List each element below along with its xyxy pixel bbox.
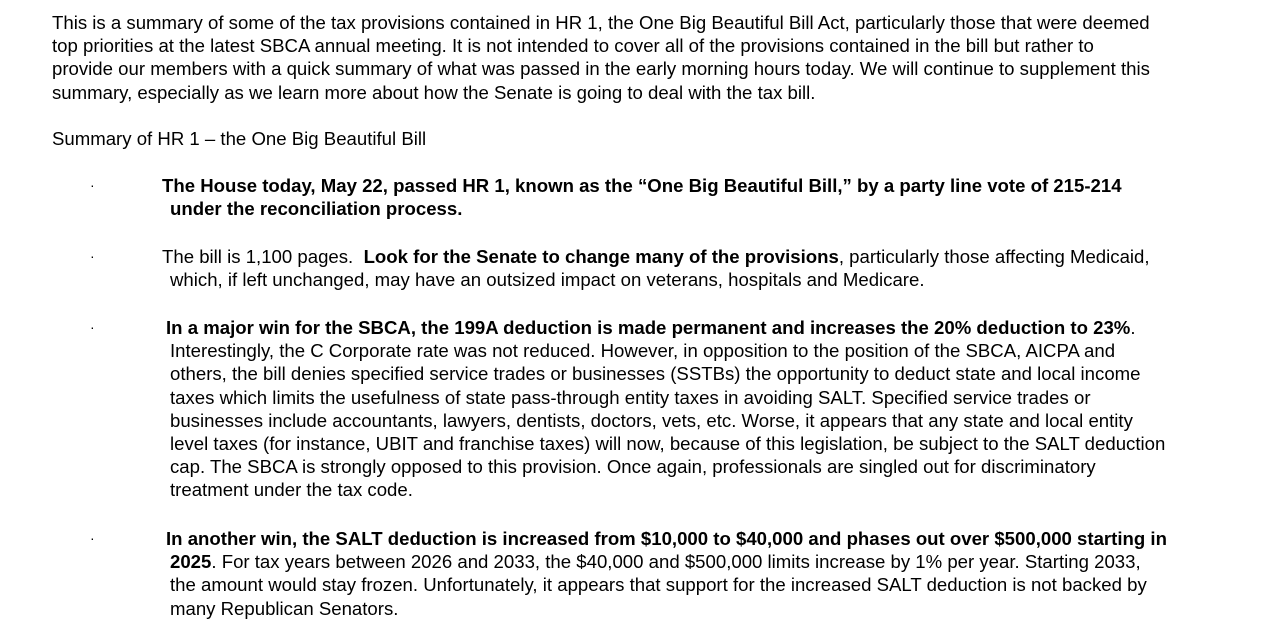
bullet-text-bold: Look for the Senate to change many of the provisions — [363, 246, 839, 267]
bullet-line: Interestingly, the C Corporate rate was not reduced. However, in opposition to the position of the SBCA, AICPA and — [170, 340, 1116, 362]
bullet-text-bold: 2025 — [170, 551, 212, 573]
bullet-line: cap. The SBCA is strongly opposed to this provision. Once again, professionals are singled out for discriminatory — [170, 456, 1096, 478]
intro-line: This is a summary of some of the tax provisions contained in HR 1, the One Big Beautiful Bill Act, particularly those that were deemed — [52, 12, 1150, 33]
bullet-dot: · — [90, 319, 95, 335]
intro-line: top priorities at the latest SBCA annual meeting. It is not intended to cover all of the provisions contained in the bill but rather to — [52, 35, 1094, 57]
bullet-text-bold: In another win, the SALT deduction is increased from $10,000 to $40,000 and phases out over $500,000 starting in — [166, 528, 1167, 549]
intro-line: summary, especially as we learn more about how the Senate is going to deal with the tax bill. — [52, 81, 816, 103]
bullet-text: , particularly those affecting Medicaid, — [838, 246, 1150, 267]
bullet-text: The bill is 1,100 pages. — [162, 246, 364, 267]
bullet-line: others, the bill denies specified service trades or businesses (SSTBs) the opportunity to deduct state and local income — [170, 363, 1141, 385]
bullet-text-bold: under the reconciliation process. — [170, 198, 463, 220]
bullet-line: businesses include accountants, lawyers, dentists, doctors, vets, etc. Worse, it appears that any state and local entity — [170, 409, 1133, 431]
intro-line: provide our members with a quick summary of what was passed in the early morning hours today. We will continue to supplement this — [52, 58, 1150, 80]
bullet-line: treatment under the tax code. — [170, 479, 413, 501]
bullet-text: which, if left unchanged, may have an outsized impact on veterans, hospitals and Medicare. — [170, 269, 925, 291]
bullet-line: the amount would stay frozen. Unfortunately, it appears that support for the increased SALT deduction is not backed by — [170, 574, 1147, 596]
bullet-line: taxes which limits the usefulness of state pass-through entity taxes in avoiding SALT. Specified service trades or — [170, 386, 1091, 408]
bullet-text-bold: In a major win for the SBCA, the 199A deduction is made permanent and increases the 20% deduction to 23% — [166, 317, 1131, 338]
bullet-line: many Republican Senators. — [170, 597, 399, 619]
bullet-dot: · — [90, 177, 95, 193]
bullet-line — [170, 550, 1260, 573]
bullet-text-bold: The House today, May 22, passed HR 1, known as the “One Big Beautiful Bill,” by a party line vote of 215-214 — [162, 175, 1122, 196]
bullet-text: . For tax years between 2026 and 2033, the $40,000 and $500,000 limits increase by 1% per year. Starting 2033, — [211, 551, 1141, 573]
bullet-text: . — [1130, 317, 1136, 338]
bullet-dot: · — [90, 248, 95, 264]
intro-paragraph — [52, 11, 1252, 104]
section-heading: Summary of HR 1 – the One Big Beautiful Bill — [52, 128, 427, 149]
bullet-line: level taxes (for instance, UBIT and franchise taxes) will now, because of this legislation, be subject to the SALT deduction — [170, 433, 1166, 454]
bullet-dot: · — [90, 530, 95, 546]
